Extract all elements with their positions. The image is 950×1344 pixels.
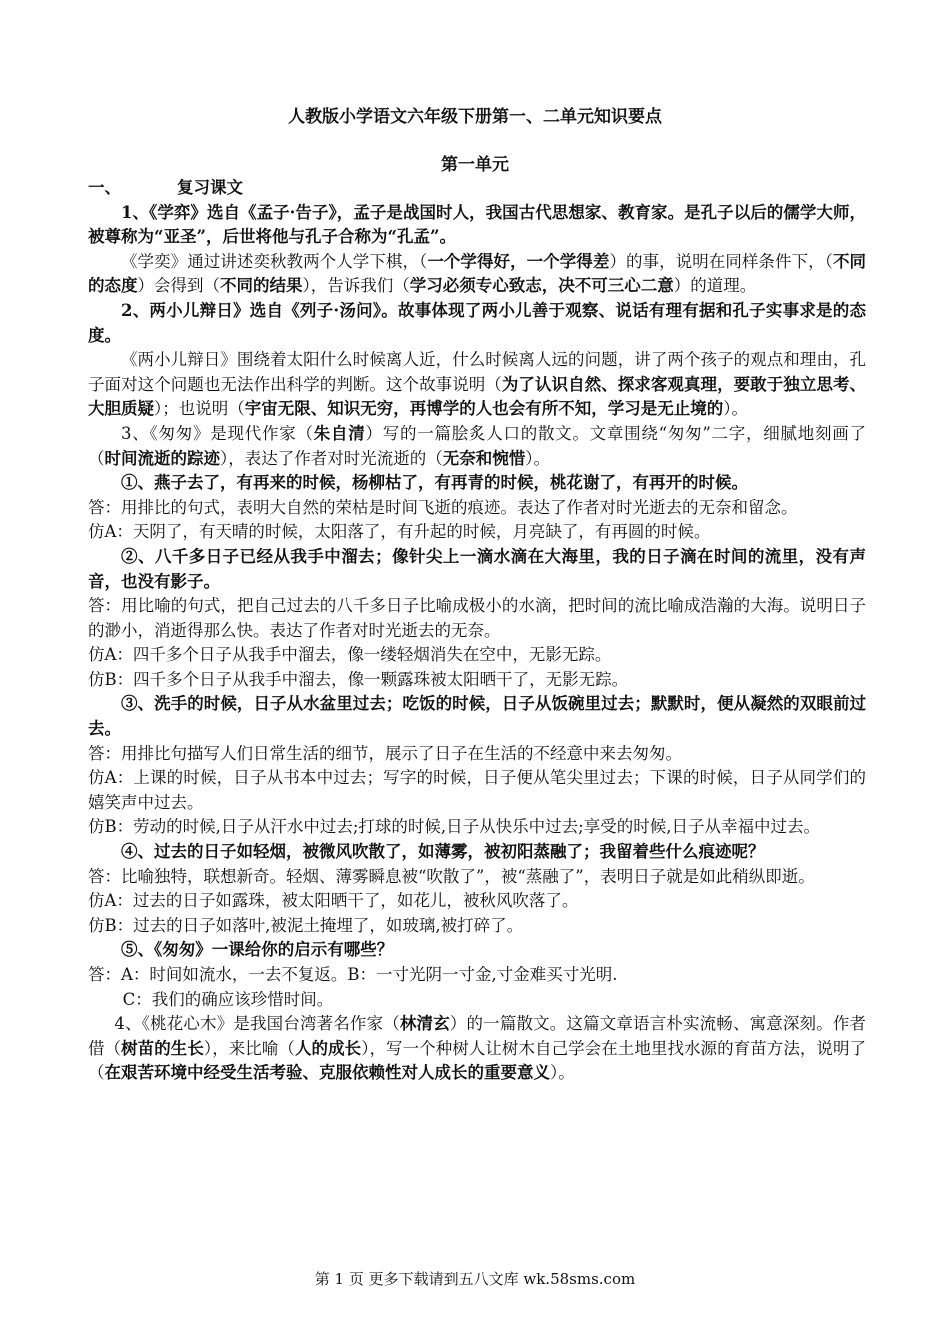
page-footer: 第 1 页 更多下载请到五八文库 wk.58sms.com [314,1270,636,1288]
paragraph-xueyi-source: 1、《学弈》选自《孟子·告子》，孟子是战国时人，我国古代思想家、教育家。是孔子以后的儒学大师，被尊称为“亚圣”，后世将他与孔子合称为“孔孟”。 [88,202,866,247]
imitation-2b: 仿B：四千多个日子从我手中溜去，像一颗露珠被太阳晒干了，无影无踪。 [88,669,629,689]
imitation-1a: 仿A：天阴了，有天晴的时候，太阳落了，有升起的时候，月亮缺了，有再圆的时候。 [88,522,711,542]
section-heading [88,176,866,201]
answer-5: 答：A：时间如流水，一去不复返。B：一寸光阴一寸金,寸金难买寸光明. [88,965,618,984]
answer-3: 答：用排比句描写人们日常生活的细节，展示了日子在生活的不经意中来去匆匆。 [88,743,682,763]
imitation-2a: 仿A：四千多个日子从我手中溜去，像一缕轻烟消失在空中，无影无踪。 [88,645,612,665]
answer-5c: C：我们的确应该珍惜时间。 [122,989,334,1009]
paragraph-xueyi-summary: 《学奕》通过讲述奕秋教两个人学下棋，（一个学得好，一个学得差）的事，说明在同样条件下，（不同的态度）会得到（不同的结果），告诉我们（学习必须专心致志，决不可三心二意）的道理。 [88,251,867,296]
imitation-3b: 仿B：劳动的时候,日子从汗水中过去;打球的时候,日子从快乐中过去;享受的时候,日子从幸福中过去。 [88,817,820,837]
question-4: ④、过去的日子如轻烟，被微风吹散了，如薄雾，被初阳蒸融了；我留着些什么痕迹呢？ [121,842,765,862]
paragraph-liangxiaoer-source: 2、两小儿辩日》选自《列子·汤问》。故事体现了两小儿善于观察、说话有理有据和孔子实事求是的态度。 [88,300,866,345]
question-5: ⑤、《匆匆》一课给你的启示有哪些？ [121,940,394,960]
unit-heading: 第一单元 [441,155,509,175]
answer-4: 答：比喻独特，联想新奇。轻烟、薄雾瞬息被“吹散了”，被“蒸融了”，表明日子就是如此稍纵即逝。 [88,866,815,886]
imitation-4a: 仿A：过去的日子如露珠，被太阳晒干了，如花儿，被秋风吹落了。 [88,891,579,911]
answer-2: 答：用比喻的句式，把自己过去的八千多日子比喻成极小的水滴，把时间的流比喻成浩瀚的大海。说明日子的渺小，消逝得那么快。表达了作者对时光逝去的无奈。 [88,596,866,640]
answer-1: 答：用排比的句式，表明大自然的荣枯是时间飞逝的痕迹。表达了作者对时光逝去的无奈和留念。 [88,497,798,517]
question-2: ②、八千多日子已经从我手中溜去；像针尖上一滴水滴在大海里，我的日子滴在时间的流里，没有声音，也没有影子。 [88,546,866,591]
paragraph-liangxiaoer-summary: 《两小儿辩日》围绕着太阳什么时候离人近，什么时候离人远的问题，讲了两个孩子的观点和理由，孔子面对这个问题也无法作出科学的判断。这个故事说明（为了认识自然、探求客观真理，要敢于独立思考、大胆质疑）；也说明（宇宙无限、知识无穷，再博学的人也会有所不知，学习是无止境的）。 [88,350,867,419]
question-3: ③、洗手的时候，日子从水盆里过去；吃饭的时候，日子从饭碗里过去；默默时，便从凝然的双眼前过去。 [88,694,866,739]
question-1: ①、燕子去了，有再来的时候，杨柳枯了，有再青的时候，桃花谢了，有再开的时候。 [121,473,748,493]
imitation-3a: 仿A：上课的时候，日子从书本中过去；写字的时候，日子便从笔尖里过去；下课的时候，日子从同学们的嬉笑声中过去。 [88,768,866,812]
imitation-4b: 仿B：过去的日子如落叶,被泥土掩埋了，如玻璃,被打碎了。 [88,915,524,935]
section-number: 一、 [88,178,121,197]
paragraph-congcong-intro: 3、《匆匆》是现代作家（朱自清）写的一篇脍炙人口的散文。文章围绕“匆匆”二字，细腻地刻画了（时间流逝的踪迹），表达了作者对时光流逝的（无奈和惋惜）。 [88,423,867,468]
section-label: 复习课文 [177,178,243,197]
page-title: 人教版小学语文六年级下册第一、二单元知识要点 [288,107,662,127]
document-body [88,176,866,1086]
paragraph-taohuaxinmu: 4、《桃花心木》是我国台湾著名作家（林清玄）的一篇散文。这篇文章语言朴实流畅、寓意深刻。作者借（树苗的生长），来比喻（人的成长），写一个种树人让树木自己学会在土地里找水源的育苗方法，说明了（在艰苦环境中经受生活考验、克服依赖性对人成长的重要意义）。 [88,1014,867,1083]
